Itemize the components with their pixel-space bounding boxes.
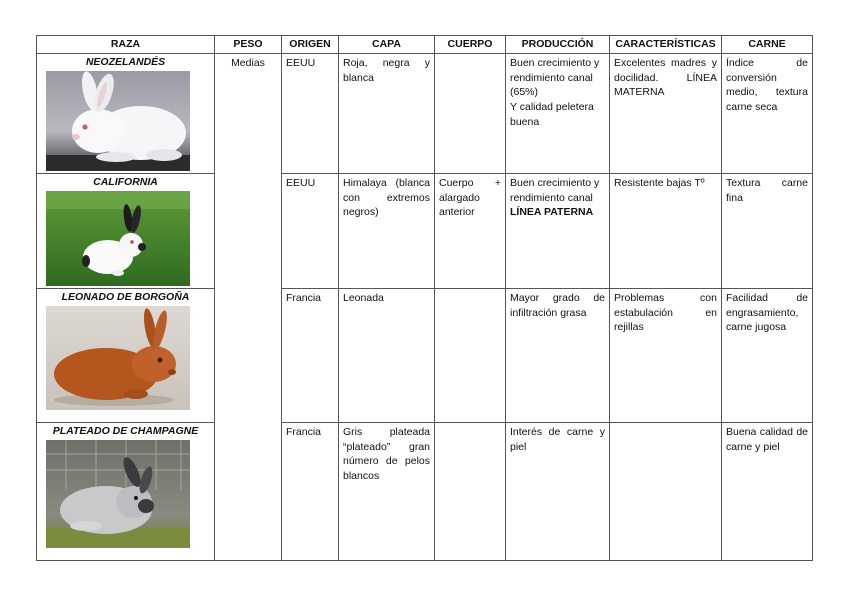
produccion-extra: Y calidad peletera buena <box>510 101 594 128</box>
breed-cell <box>37 423 215 561</box>
carne-cell: Textura carne fina <box>722 174 813 289</box>
caracteristicas-cell <box>610 423 722 561</box>
breed-cell <box>37 54 215 174</box>
white-new-zealand-rabbit-photo <box>46 71 190 171</box>
produccion-cell: Interés de carne y piel <box>506 423 610 561</box>
peso-cell: Medias <box>215 54 282 561</box>
breed-name: PLATEADO DE CHAMPAGNE <box>52 425 199 437</box>
cuerpo-cell: Cuerpo + alargado anterior <box>435 174 506 289</box>
origen-cell: Francia <box>282 289 339 423</box>
produccion-text: Buen crecimiento y rendimiento canal (65%) <box>510 57 600 99</box>
capa-cell: Gris plateada “plateado” gran número de pelos blancos <box>339 423 435 561</box>
caracteristicas-cell: Resistente bajas Tº <box>610 174 722 289</box>
produccion-cell: Mayor grado de infiltración grasa <box>506 289 610 423</box>
breed-name: NEOZELANDÉS <box>85 56 166 68</box>
capa-cell: Roja, negra y blanca <box>339 54 435 174</box>
header-origen: ORIGEN <box>282 36 339 54</box>
origen-cell: EEUU <box>282 174 339 289</box>
champagne-silver-rabbit-photo <box>46 440 190 548</box>
produccion-text: Buen crecimiento y rendimiento canal <box>510 177 600 204</box>
carne-cell: Índice de conversión medio, textura carne seca <box>722 54 813 174</box>
fawn-burgundy-rabbit-photo <box>46 306 190 410</box>
carne-cell: Facilidad de engrasamiento, carne jugosa <box>722 289 813 423</box>
origen-cell: EEUU <box>282 54 339 174</box>
cuerpo-cell <box>435 289 506 423</box>
carne-cell: Buena calidad de carne y piel <box>722 423 813 561</box>
breed-name: CALIFORNIA <box>93 176 158 188</box>
table-row <box>37 174 813 289</box>
header-raza: RAZA <box>37 36 215 54</box>
produccion-cell <box>506 174 610 289</box>
breed-name: LEONADO DE BORGOÑA <box>61 291 190 303</box>
table-row <box>37 54 813 174</box>
californian-rabbit-on-grass-photo <box>46 191 190 286</box>
header-peso: PESO <box>215 36 282 54</box>
header-carne: CARNE <box>722 36 813 54</box>
origen-cell: Francia <box>282 423 339 561</box>
header-row <box>37 36 813 54</box>
header-cuerpo: CUERPO <box>435 36 506 54</box>
header-capa: CAPA <box>339 36 435 54</box>
breed-cell <box>37 174 215 289</box>
table-row <box>37 423 813 561</box>
cuerpo-cell <box>435 54 506 174</box>
capa-cell: Leonada <box>339 289 435 423</box>
header-caracteristicas: CARACTERÍSTICAS <box>610 36 722 54</box>
caracteristicas-cell: Excelentes madres y docilidad. LÍNEA MATERNA <box>610 54 722 174</box>
breed-cell <box>37 289 215 423</box>
capa-cell: Himalaya (blanca con extremos negros) <box>339 174 435 289</box>
caracteristicas-cell: Problemas con estabulación en rejillas <box>610 289 722 423</box>
cuerpo-cell <box>435 423 506 561</box>
rabbit-breeds-table <box>36 35 813 561</box>
produccion-line-label: LÍNEA PATERNA <box>510 206 594 219</box>
table-row <box>37 289 813 423</box>
header-produccion: PRODUCCIÓN <box>506 36 610 54</box>
produccion-cell <box>506 54 610 174</box>
